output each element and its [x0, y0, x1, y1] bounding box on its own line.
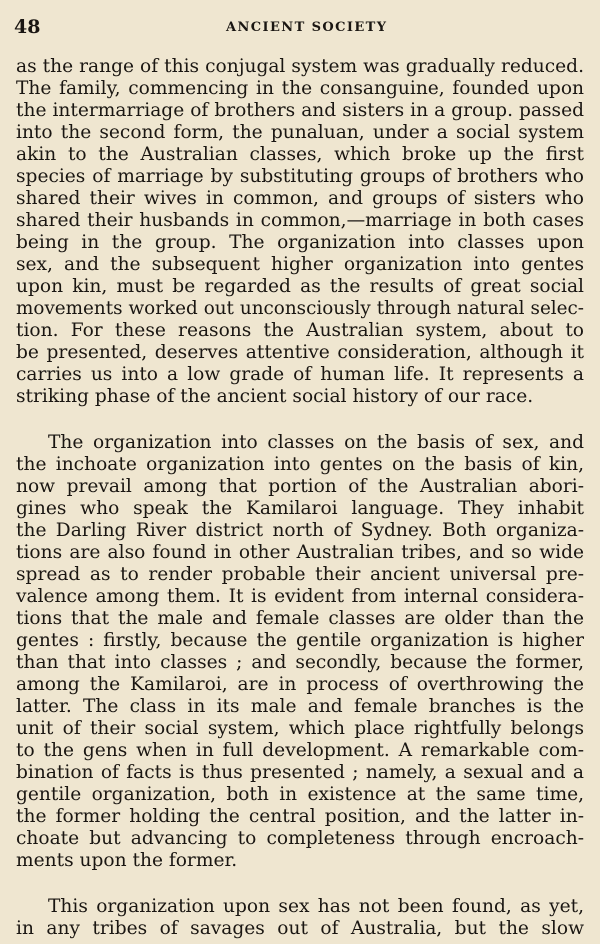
- running-head: ANCIENT SOCIETY: [226, 20, 388, 35]
- text-line: among the Kamilaroi, are in process of overthrowing the: [16, 674, 584, 695]
- text-line: bination of facts is thus presented ; namely, a sexual and a: [16, 762, 584, 783]
- text-line: sex, and the subsequent higher organization into gentes: [16, 254, 584, 275]
- text-line: The organization into classes on the basis of sex, and: [48, 432, 584, 453]
- paragraph-2: [16, 432, 584, 872]
- text-line: ments upon the former.: [16, 850, 238, 871]
- text-line: valence among them. It is evident from internal considera-: [16, 586, 584, 607]
- text-line: gentes : firstly, because the gentile organization is higher: [16, 630, 584, 651]
- text-line: being in the group. The organization into classes upon: [16, 232, 584, 253]
- page-header: [0, 8, 600, 48]
- text-line: striking phase of the ancient social history of our race.: [16, 386, 534, 407]
- text-line: This organization upon sex has not been found, as yet,: [48, 896, 584, 917]
- text-line: shared their husbands in common,—marriage in both cases: [16, 210, 584, 231]
- text-line: gines who speak the Kamilaroi language. They inhabit: [16, 498, 584, 519]
- text-line: in any tribes of savages out of Australia, but the slow: [16, 918, 584, 939]
- text-line: the intermarriage of brothers and sisters in a group. passed: [16, 100, 584, 121]
- text-line: now prevail among that portion of the Australian abori-: [16, 476, 584, 497]
- text-line: into the second form, the punaluan, under a social system: [16, 122, 584, 143]
- text-line: latter. The class in its male and female branches is the: [16, 696, 584, 717]
- text-line: shared their wives in common, and groups of sisters who: [16, 188, 584, 209]
- page-number: 48: [14, 16, 41, 38]
- text-line: The family, commencing in the consanguine, founded upon: [16, 78, 584, 99]
- text-line: the former holding the central position, and the latter in-: [16, 806, 584, 827]
- text-line: choate but advancing to completeness through encroach-: [16, 828, 584, 849]
- text-line: the Darling River district north of Sydney. Both organiza-: [16, 520, 584, 541]
- text-line: as the range of this conjugal system was gradually reduced.: [16, 56, 584, 77]
- body-text: [16, 56, 584, 944]
- text-line: be presented, deserves attentive consideration, although it: [16, 342, 584, 363]
- text-line: than that into classes ; and secondly, because the former,: [16, 652, 584, 673]
- text-line: movements worked out unconsciously through natural selec-: [16, 298, 584, 319]
- text-line: unit of their social system, which place rightfully belongs: [16, 718, 584, 739]
- text-line: upon kin, must be regarded as the results of great social: [16, 276, 584, 297]
- text-line: the inchoate organization into gentes on the basis of kin,: [16, 454, 584, 475]
- paragraph-3: [16, 896, 584, 940]
- text-line: spread as to render probable their ancient universal pre-: [16, 564, 584, 585]
- text-line: tion. For these reasons the Australian system, about to: [16, 320, 584, 341]
- text-line: gentile organization, both in existence at the same time,: [16, 784, 584, 805]
- text-line: akin to the Australian classes, which broke up the first: [16, 144, 584, 165]
- text-line: species of marriage by substituting groups of brothers who: [16, 166, 584, 187]
- text-line: tions that the male and female classes are older than the: [16, 608, 584, 629]
- text-line: to the gens when in full development. A remarkable com-: [16, 740, 584, 761]
- text-line: tions are also found in other Australian tribes, and so wide: [16, 542, 584, 563]
- text-line: carries us into a low grade of human life. It represents a: [16, 364, 584, 385]
- paragraph-1: [16, 56, 584, 408]
